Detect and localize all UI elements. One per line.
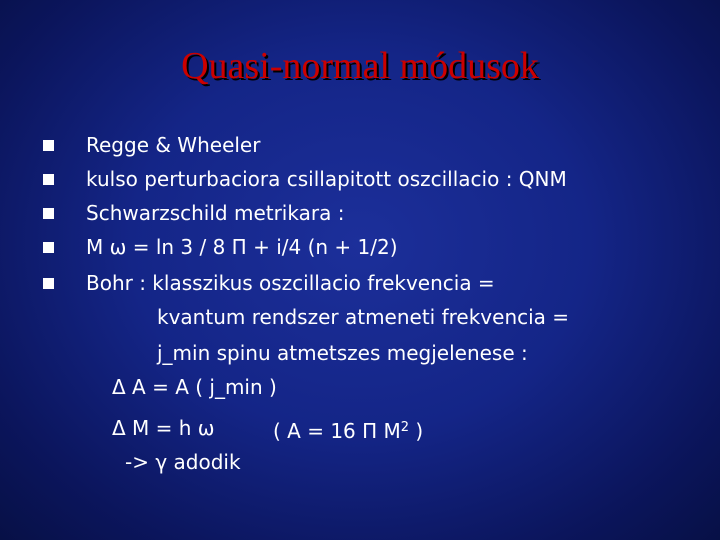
bullet-text: Schwarzschild metrikara : xyxy=(86,201,345,225)
square-bullet-icon xyxy=(43,174,54,185)
square-bullet-icon xyxy=(43,242,54,253)
bullet-item xyxy=(0,128,720,162)
formula-annotation-text: ( A = 16 Π M xyxy=(273,419,401,443)
bullet-text: Regge & Wheeler xyxy=(86,133,261,157)
continuation-line: kvantum rendszer atmeneti frekvencia = xyxy=(157,305,570,329)
bullet-item xyxy=(0,230,720,264)
bullet-text: kulso perturbaciora csillapitott oszcillacio : QNM xyxy=(86,167,567,191)
superscript: 2 xyxy=(400,420,410,435)
bullet-item xyxy=(0,162,720,196)
bullet-text: M ω = ln 3 / 8 Π + i/4 (n + 1/2) xyxy=(86,235,398,259)
slide-title: Quasi-normal módusok xyxy=(181,45,539,87)
bullet-item xyxy=(0,196,720,230)
formula-line: Δ A = A ( j_min ) xyxy=(112,375,277,399)
bullet-item xyxy=(0,266,720,300)
bullet-text: Bohr : klasszikus oszcillacio frekvencia = xyxy=(86,271,495,295)
square-bullet-icon xyxy=(43,208,54,219)
square-bullet-icon xyxy=(43,140,54,151)
continuation-line: j_min spinu atmetszes megjelenese : xyxy=(157,341,528,365)
square-bullet-icon xyxy=(43,278,54,289)
formula-annotation xyxy=(273,411,423,448)
formula-line: Δ M = h ω xyxy=(112,416,215,440)
formula-annotation-close: ) xyxy=(409,419,424,443)
result-line: -> γ adodik xyxy=(125,450,241,474)
